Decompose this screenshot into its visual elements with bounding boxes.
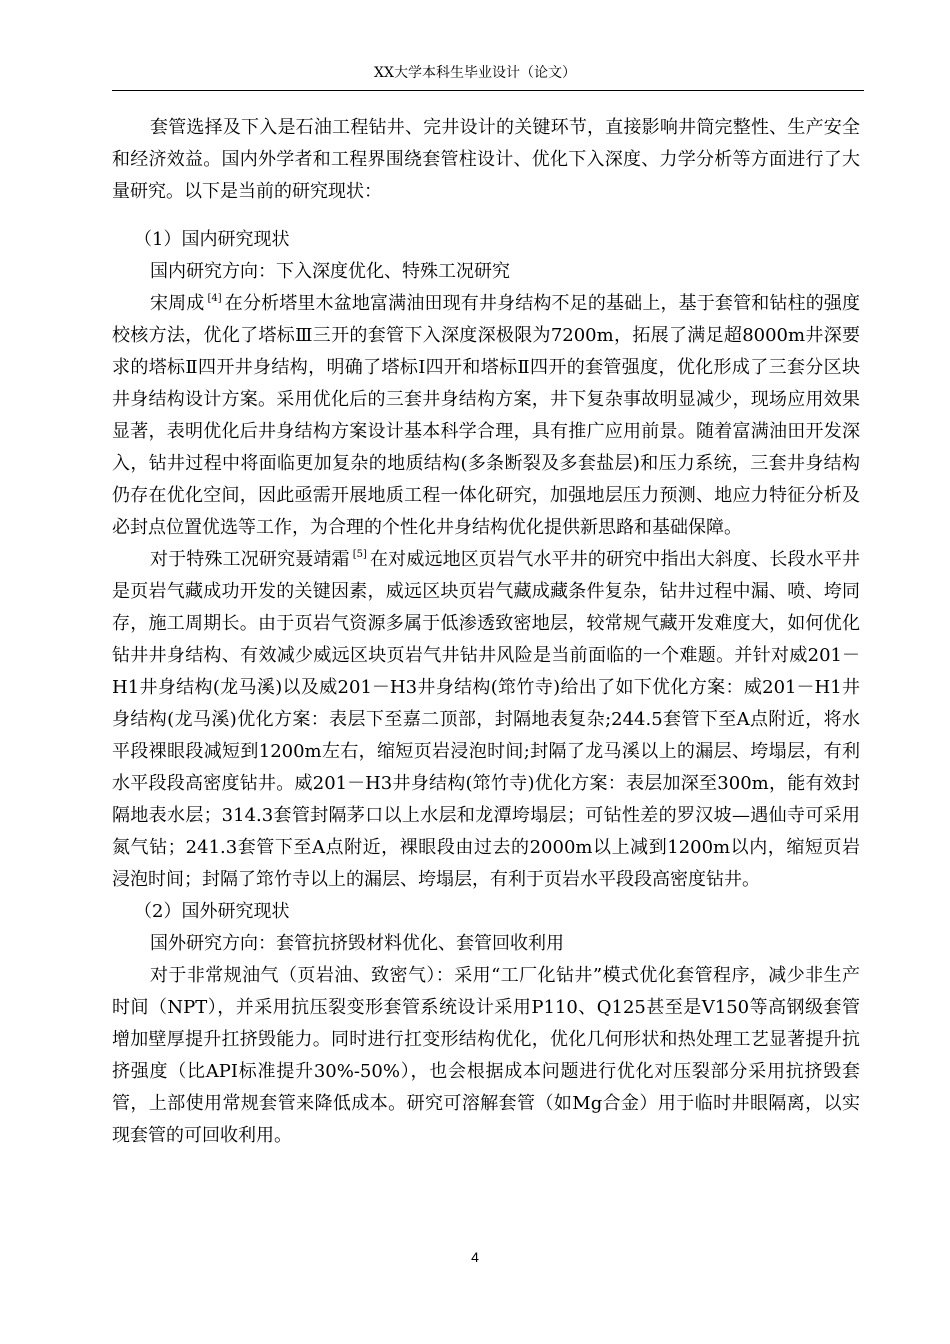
page-header [0, 64, 950, 82]
intro-paragraph: 套管选择及下入是石油工程钻井、完井设计的关键环节，直接影响井筒完整性、生产安全和经济效益。国内外学者和工程界围绕套管柱设计、优化下入深度、力学分析等方面进行了大量研究。以下是当前的研究现状： [112, 117, 860, 202]
section-heading-foreign: （2）国外研究现状 [134, 901, 290, 922]
page-number: 4 [471, 1249, 479, 1265]
domestic-paragraph-2 [112, 544, 860, 896]
paragraph-lead: 对于特殊工况研究聂靖霜 [150, 549, 350, 570]
header-title: XX大学本科生毕业设计（论文） [374, 65, 576, 81]
domestic-direction: 国内研究方向：下入深度优化、特殊工况研究 [150, 261, 510, 282]
domestic-paragraph-1 [112, 288, 860, 544]
foreign-paragraph-1: 对于非常规油气（页岩油、致密气）：采用“工厂化钻井”模式优化套管程序，减少非生产时间（NPT），并采用抗压裂变形套管系统设计采用P110、Q125甚至是V150等高钢级套管增加壁厚提升扛挤毁能力。同时进行扛变形结构优化，优化几何形状和热处理工艺显著提升抗挤强度（比API标准提升30%-50%），也会根据成本问题进行优化对压裂部分采用抗挤毁套管，上部使用常规套管来降低成本。研究可溶解套管（如Mg合金）用于临时井眼隔离，以实现套管的可回收利用。 [112, 965, 860, 1146]
header-divider [112, 90, 864, 91]
author-name: 宋周成 [150, 293, 205, 314]
document-body [112, 112, 860, 1152]
section-heading-domestic: （1）国内研究现状 [134, 229, 290, 250]
foreign-direction: 国外研究方向：套管抗挤毁材料优化、套管回收利用 [150, 933, 564, 954]
citation-ref: [4] [207, 293, 222, 304]
paragraph-text: 在对威远地区页岩气水平井的研究中指出大斜度、长段水平井是页岩气藏成功开发的关键因素，威远区块页岩气藏成藏条件复杂，钻井过程中漏、喷、垮同存，施工周期长。由于页岩气资源多属于低渗透致密地层，较常规气藏开发难度大，如何优化钻井井身结构、有效减少威远区块页岩气井钻井风险是当前面临的一个难题。并针对威201－H1井身结构(龙马溪)以及威201－H3井身结构(筇竹寺)给出了如下优化方案：威201－H1井身结构(龙马溪)优化方案：表层下至嘉二顶部，封隔地表复杂;244.5套管下至A点附近，将水平段裸眼段减短到1200m左右，缩短页岩浸泡时间;封隔了龙马溪以上的漏层、垮塌层，有利水平段段高密度钻井。威201－H3井身结构(筇竹寺)优化方案：表层加深至300m，能有效封隔地表水层；314.3套管封隔茅口以上水层和龙潭垮塌层；可钻性差的罗汉坡—遇仙寺可采用氮气钻；241.3套管下至A点附近，裸眼段由过去的2000m以上减到1200m以内，缩短页岩浸泡时间；封隔了筇竹寺以上的漏层、垮塌层，有利于页岩水平段段高密度钻井。 [112, 549, 860, 890]
paragraph-text: 在分析塔里木盆地富满油田现有井身结构不足的基础上，基于套管和钻柱的强度校核方法，优化了塔标Ⅲ三开的套管下入深度深极限为7200m，拓展了满足超8000m井深要求的塔标Ⅱ四开井身结构，明确了塔标Ⅰ四开和塔标Ⅱ四开的套管强度，优化形成了三套分区块井身结构设计方案。采用优化后的三套井身结构方案，井下复杂事故明显减少，现场应用效果显著，表明优化后井身结构方案设计基本科学合理，具有推广应用前景。随着富满油田开发深入，钻井过程中将面临更加复杂的地质结构(多条断裂及多套盐层)和压力系统，三套井身结构仍存在优化空间，因此亟需开展地质工程一体化研究，加强地层压力预测、地应力特征分析及必封点位置优选等工作，为合理的个性化井身结构优化提供新思路和基础保障。 [112, 293, 861, 538]
citation-ref: [5] [352, 549, 367, 560]
